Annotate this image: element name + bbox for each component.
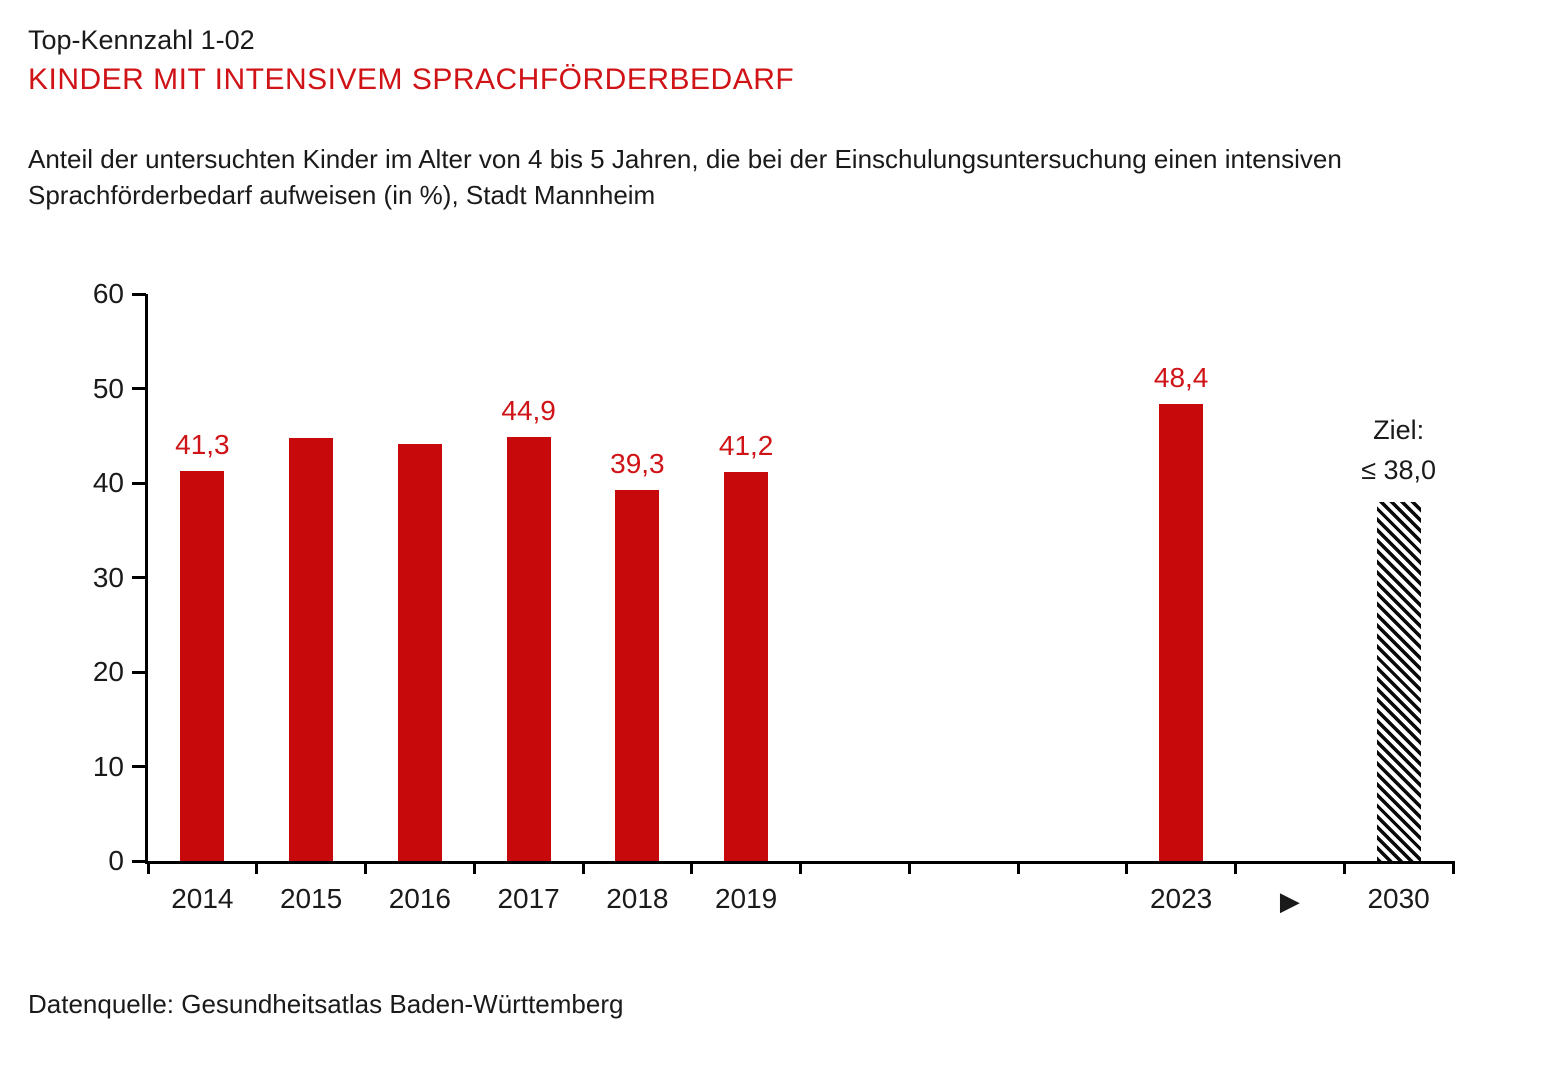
value-label-2023: 48,4 <box>1153 361 1209 393</box>
y-axis-tick-10 <box>132 765 146 768</box>
x-axis-tick-12 <box>1452 861 1455 874</box>
bar-2016 <box>398 444 442 861</box>
subtitle-line-2: Sprachförderbedarf aufweisen (in %), Stadt Mannheim <box>28 180 656 210</box>
x-axis-tick-4 <box>582 861 585 874</box>
timeline-arrow-icon: ▶ <box>1279 886 1300 916</box>
y-axis-tick-0 <box>132 860 146 863</box>
bar-chart <box>92 278 1453 916</box>
x-axis-tick-11 <box>1343 861 1346 874</box>
value-label-2019: 41,2 <box>718 429 774 461</box>
subtitle-line-1: Anteil der untersuchten Kinder im Alter von 4 bis 5 Jahren, die bei der Einschulungsuntersuchung einen intensiven <box>28 144 1342 174</box>
x-axis-tick-3 <box>473 861 476 874</box>
x-axis-tick-2 <box>364 861 367 874</box>
bar-2019 <box>724 472 768 861</box>
x-axis-label-2023: 2023 <box>1149 883 1213 914</box>
bar-2018 <box>615 490 659 861</box>
value-label-2017: 44,9 <box>501 394 556 426</box>
y-axis-label-40: 40 <box>92 467 124 498</box>
x-axis-tick-9 <box>1125 861 1128 874</box>
target-annotation <box>1314 410 1484 490</box>
y-axis-tick-50 <box>132 387 146 390</box>
target-annotation-line: Ziel: <box>1373 414 1425 445</box>
bar-2030 <box>1377 502 1421 861</box>
x-axis-label-2014: 2014 <box>171 883 234 914</box>
x-axis-tick-6 <box>799 861 802 874</box>
x-axis-label-2019: 2019 <box>714 883 778 914</box>
x-axis-label-2015: 2015 <box>279 883 343 914</box>
value-label-2014: 41,3 <box>175 428 230 460</box>
kennzahl-label: Top-Kennzahl 1-02 <box>28 25 255 55</box>
x-axis-label-2018: 2018 <box>606 883 669 914</box>
y-axis-label-60: 60 <box>92 278 124 309</box>
y-axis-label-0: 0 <box>108 845 124 876</box>
data-source: Datenquelle: Gesundheitsatlas Baden-Württemberg <box>28 989 624 1019</box>
x-axis-tick-0 <box>147 861 150 874</box>
x-axis-label-2016: 2016 <box>388 883 452 914</box>
x-axis-tick-1 <box>255 861 258 874</box>
y-axis-tick-30 <box>132 576 146 579</box>
y-axis-tick-40 <box>132 482 146 485</box>
y-axis-label-50: 50 <box>92 372 124 404</box>
x-axis-tick-8 <box>1017 861 1020 874</box>
y-axis-tick-60 <box>132 293 146 296</box>
x-axis-label-2030: 2030 <box>1367 883 1430 914</box>
y-axis-label-10: 10 <box>92 750 124 782</box>
page-title: KINDER MIT INTENSIVEM SPRACHFÖRDERBEDARF <box>28 63 795 96</box>
target-annotation-line: ≤ 38,0 <box>1361 454 1437 485</box>
bar-2017 <box>507 437 551 861</box>
y-axis-label-20: 20 <box>92 656 124 687</box>
value-label-2018: 39,3 <box>610 447 665 479</box>
x-axis-tick-7 <box>908 861 911 874</box>
x-axis-tick-10 <box>1234 861 1237 874</box>
bar-2023 <box>1159 404 1203 861</box>
chart-subtitle <box>28 141 1342 213</box>
x-axis-label-2017: 2017 <box>497 883 560 914</box>
y-axis-tick-20 <box>132 671 146 674</box>
x-axis-tick-5 <box>690 861 693 874</box>
y-axis-label-30: 30 <box>92 561 124 593</box>
bar-2015 <box>289 438 333 861</box>
bar-2014 <box>180 471 224 861</box>
